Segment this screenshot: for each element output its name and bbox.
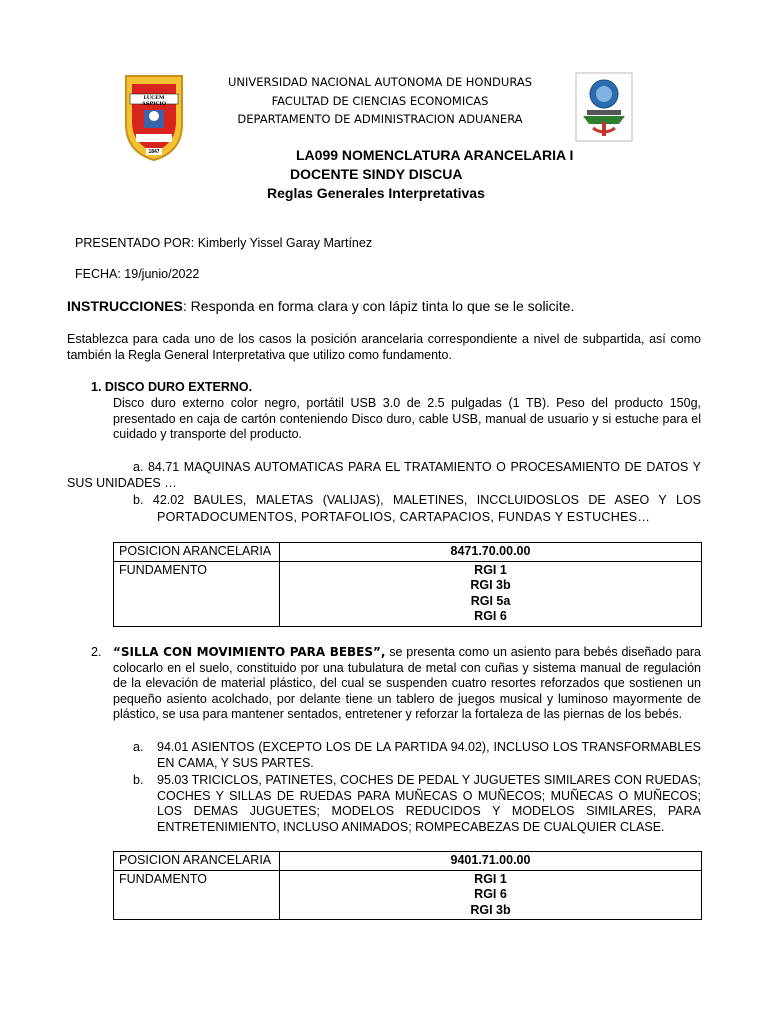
case2-option-a: 94.01 ASIENTOS (EXCEPTO LOS DE LA PARTIDA 94.02), INCLUSO LOS TRANSFORMABLES EN CAMA, Y SUS PARTES. xyxy=(157,740,701,770)
table-row xyxy=(114,870,702,920)
table-row xyxy=(114,561,702,626)
rule: RGI 1 xyxy=(474,562,507,577)
rule: RGI 3b xyxy=(470,578,511,592)
instructions xyxy=(67,298,574,314)
case2-table xyxy=(113,851,702,920)
date: FECHA: 19/junio/2022 xyxy=(75,267,200,281)
rule: RGI 3b xyxy=(470,902,511,917)
case1-option-b-line2: PORTADOCUMENTOS, PORTAFOLIOS, CARTAPACIOS, FUNDAS Y ESTUCHES… xyxy=(157,510,651,524)
case2-description-block xyxy=(113,645,701,723)
table-label: POSICION ARANCELARIA xyxy=(114,852,280,871)
rule: RGI 6 xyxy=(474,887,507,901)
case1-heading: 1. DISCO DURO EXTERNO. xyxy=(91,380,253,394)
table-label: POSICION ARANCELARIA xyxy=(114,543,280,562)
table-label: FUNDAMENTO xyxy=(114,561,280,626)
instructions-label: INSTRUCCIONES xyxy=(67,298,183,314)
logo-year: 1847 xyxy=(148,149,160,155)
department-name: DEPARTAMENTO DE ADMINISTRACION ADUANERA xyxy=(237,112,523,126)
case2-option-b-marker: b. xyxy=(133,773,144,787)
table-row xyxy=(114,852,702,871)
intro-paragraph: Establezca para cada uno de los casos la posición arancelaria correspondiente a nivel de subpartida, así como también la Regla General Interpretativa que utilizo como fundamento. xyxy=(67,332,701,362)
instructions-text: : Responda en forma clara y con lápiz tinta lo que se le solicite. xyxy=(182,298,575,314)
presented-by: PRESENTADO POR: Kimberly Yissel Garay Martínez xyxy=(75,236,373,250)
unah-logo xyxy=(122,70,186,162)
case2-option-b: 95.03 TRICICLOS, PATINETES, COCHES DE PEDAL Y JUGUETES SIMILARES CON RUEDAS; COCHES Y SILLAS DE RUEDAS PARA MUÑECAS O MUÑECOS; MUÑECAS O MUÑECOS; LOS DEMAS JUGUETES; MODELOS REDUCIDOS Y MODELOS SIMILARES, PARA ENTRETENIMIENTO, INCLUSO ANIMADOS; ROMPECABEZAS DE CUALQUIER CLASE. xyxy=(157,773,701,834)
university-name: UNIVERSIDAD NACIONAL AUTONOMA DE HONDURAS xyxy=(227,75,533,89)
rule: RGI 5a xyxy=(470,593,511,608)
case1-table xyxy=(113,542,702,627)
tariff-position: 8471.70.00.00 xyxy=(280,543,702,562)
department-logo xyxy=(575,72,633,142)
logo-motto: LUCEM ASPICIO xyxy=(141,95,167,107)
tariff-position: 9401.71.00.00 xyxy=(280,852,702,871)
case2-title: “SILLA CON MOVIMIENTO PARA BEBES”, xyxy=(113,645,386,659)
rules-cell xyxy=(280,561,702,626)
case2-description: se presenta como un asiento para bebés diseñado para colocarlo en el suelo, constituido por una tubulatura de metal con cuñas y sistema manual de regulación de la elevación de material plástico, del cual se suspenden cuatro resortes reforzados que sostienen un pequeño asiento acolchado, por delante tiene un tablero de juegos musical y luminoso mayormente de plástico, se usa para mantener sentados, entretener y reforzar la fortaleza de las piernas de los bebés. xyxy=(113,645,701,721)
case2-number: 2. xyxy=(91,645,102,659)
table-label: FUNDAMENTO xyxy=(114,870,280,920)
case2-option-a-marker: a. xyxy=(133,740,144,754)
table-row xyxy=(114,543,702,562)
rule: RGI 1 xyxy=(474,871,507,886)
faculty-name: FACULTAD DE CIENCIAS ECONOMICAS xyxy=(271,94,489,108)
rule: RGI 6 xyxy=(474,609,507,623)
case1-option-b-line1: b. 42.02 BAULES, MALETAS (VALIJAS), MALETINES, INCCLUIDOSLOS DE ASEO Y LOS xyxy=(133,493,701,507)
teacher-name: DOCENTE SINDY DISCUA xyxy=(290,166,463,182)
subject-title: Reglas Generales Interpretativas xyxy=(267,185,485,201)
rules-cell xyxy=(280,870,702,920)
case1-option-a: a. 84.71 MAQUINAS AUTOMATICAS PARA EL TRATAMIENTO O PROCESAMIENTO DE DATOS Y SUS UNIDADES … xyxy=(67,460,701,490)
case1-description: Disco duro externo color negro, portátil USB 3.0 de 2.5 pulgadas (1 TB). Peso del producto 150g, presentado en caja de cartón conteniendo Disco duro, cable USB, manual de usuario y si estuche para el cuidado y transporte del producto. xyxy=(113,396,701,441)
course-title: LA099 NOMENCLATURA ARANCELARIA I xyxy=(296,147,574,163)
